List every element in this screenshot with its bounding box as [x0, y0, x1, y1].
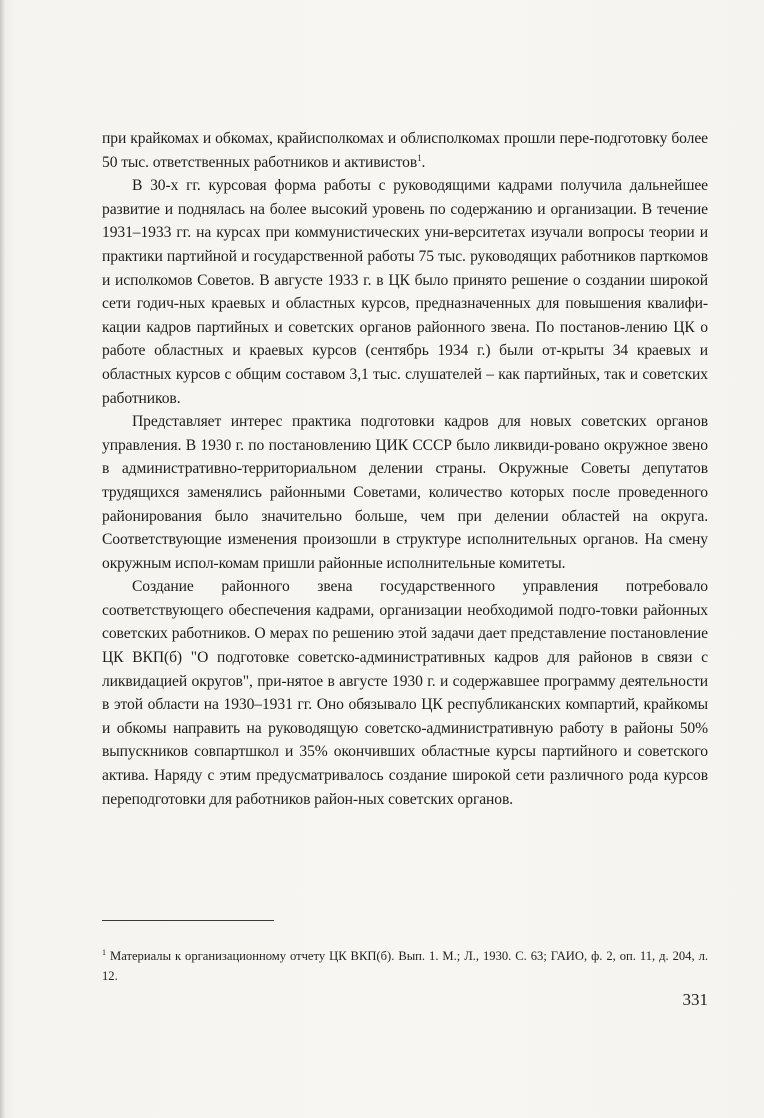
page-number: 331: [682, 990, 708, 1009]
paragraph-1-text: при крайкомах и обкомах, крайисполкомах и облисполкомах прошли пере-подготовку более 50 тыс. ответственных работников и активистов: [102, 130, 708, 171]
paragraph-2: В 30-х гг. курсовая форма работы с руководящими кадрами получила дальнейшее развитие и поднялась на более высокий уровень по содержанию и организации. В течение 1931–1933 гг. на курсах при коммунистических уни-верситетах изучали вопросы теории и практики партийной и государственной работы 75 тыс. руководящих работников парткомов и исполкомов Советов. В августе 1933 г. в ЦК было принято решение о создании широкой сети годич-ных краевых и областных курсов, предназначенных для повышения квалифи-кации кадров партийных и советских органов районного звена. По постанов-лению ЦК о работе областных и краевых курсов (сентябрь 1934 г.) были от-крыты 34 краевых и областных курсов с общим составом 3,1 тыс. слушателей – как партийных, так и советских работников.: [102, 177, 708, 407]
paragraph-3: Представляет интерес практика подготовки кадров для новых советских органов управления. В 1930 г. по постановлению ЦИК СССР было ликвиди-ровано окружное звено в административно-территориальном делении страны. Окружные Советы депутатов трудящихся заменялись районными Советами, количество которых после проведенного районирования было значительно больше, чем при делении областей на округа. Соответствующие изменения произошли в структуре исполнительных органов. На смену окружным испол-комам пришли районные исполнительные комитеты.: [102, 413, 708, 572]
paragraph-1-end: .: [421, 153, 426, 171]
footnote: [102, 946, 708, 986]
footnote-divider: [102, 920, 274, 921]
footnote-text: Материалы к организационному отчету ЦК ВКП(б). Вып. 1. М.; Л., 1930. С. 63; ГАИО, ф. 2, оп. 11, д. 204, л. 12.: [102, 949, 708, 983]
main-text: [102, 127, 708, 811]
footnote-mark: 1: [102, 947, 106, 957]
paragraph-4: Создание районного звена государственного управления потребовало соответствующего обеспечения кадрами, организации необходимой подго-товки районных советских работников. О мерах по решению этой задачи дает представление постановление ЦК ВКП(б) "О подготовке советско-административных кадров для районов в связи с ликвидацией округов", при-нятое в августе 1930 г. и содержавшее программу деятельности в этой области на 1930–1931 гг. Оно обязывало ЦК республиканских компартий, крайкомы и обкомы направить на руководящую советско-административную работу в районы 50% выпускников совпартшкол и 35% окончивших областные курсы партийного и советского актива. Наряду с этим предусматривалось создание широкой сети различного рода курсов переподготовки для работников район-ных советских органов.: [102, 578, 708, 808]
page-edge-shadow: [0, 0, 5, 1118]
footnote-reference[interactable]: 1: [417, 152, 422, 163]
paragraph-1: [102, 127, 708, 174]
